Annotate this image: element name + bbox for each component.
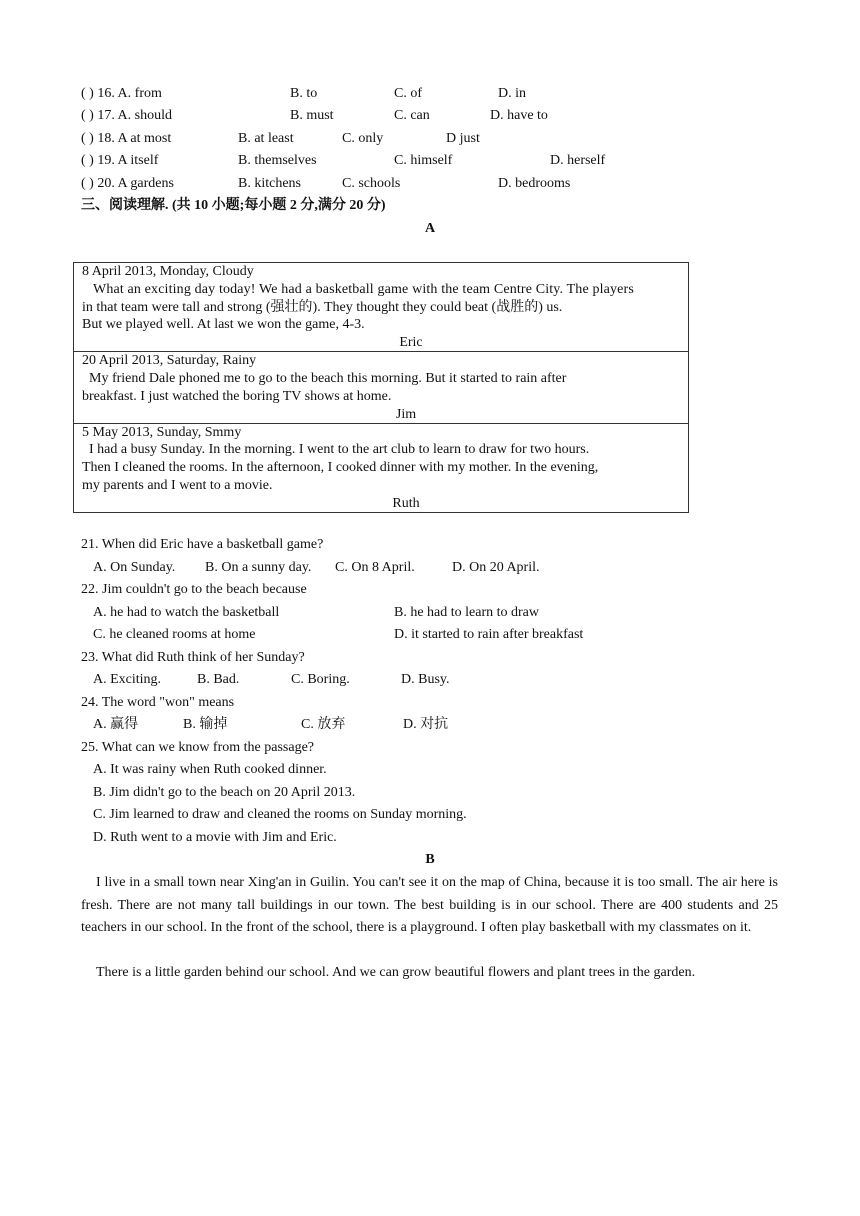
diary-entry-date: 8 April 2013, Monday, Cloudy xyxy=(82,264,254,279)
mcq-option-c: C. himself xyxy=(394,153,453,168)
diary-entry-ruth xyxy=(74,424,688,512)
question-23: 23. What did Ruth think of her Sunday? xyxy=(81,650,305,665)
q25-option-c: C. Jim learned to draw and cleaned the rooms on Sunday morning. xyxy=(93,807,467,822)
mcq-stem-a: ( ) 17. A. should xyxy=(81,108,172,123)
mcq-option-b: B. themselves xyxy=(238,153,317,168)
q21-option-a: A. On Sunday. xyxy=(93,560,176,575)
diary-entry-line: breakfast. I just watched the boring TV shows at home. xyxy=(82,388,392,404)
mcq-row-20 xyxy=(81,173,781,195)
mcq-row-17 xyxy=(81,105,781,127)
q25-option-b: B. Jim didn't go to the beach on 20 April 2013. xyxy=(93,785,356,800)
q22-option-a: A. he had to watch the basketball xyxy=(93,605,280,620)
diary-entry-line: What an exciting day today! We had a basketball game with the team Centre City. The players xyxy=(82,281,634,297)
diary-entry-jim xyxy=(74,352,688,423)
mcq-row-18 xyxy=(81,128,781,150)
question-24: 24. The word "won" means xyxy=(81,695,235,710)
passage-b-label: B xyxy=(425,852,435,867)
q21-option-b: B. On a sunny day. xyxy=(205,560,312,575)
q23-option-a: A. Exciting. xyxy=(93,672,162,687)
diary-entry-date: 5 May 2013, Sunday, Smmy xyxy=(82,424,242,440)
q21-option-d: D. On 20 April. xyxy=(452,560,540,575)
q21-option-c: C. On 8 April. xyxy=(335,560,415,575)
mcq-option-d: D just xyxy=(446,131,480,146)
diary-table xyxy=(73,262,689,513)
question-25: 25. What can we know from the passage? xyxy=(81,740,314,755)
mcq-option-c: C. of xyxy=(394,86,422,101)
mcq-stem-a: ( ) 18. A at most xyxy=(81,131,172,146)
diary-entry-signature: Jim xyxy=(395,406,417,422)
diary-entry-date: 20 April 2013, Saturday, Rainy xyxy=(82,353,257,369)
mcq-option-b: B. kitchens xyxy=(238,176,301,191)
q24-option-a: A. 赢得 xyxy=(93,717,139,732)
question-22: 22. Jim couldn't go to the beach because xyxy=(81,582,307,597)
diary-entry-line: in that team were tall and strong (强壮的). They thought they could beat (战胜的) us. xyxy=(82,299,563,315)
q25-option-d: D. Ruth went to a movie with Jim and Eric. xyxy=(93,830,337,845)
q22-option-d: D. it started to rain after breakfast xyxy=(394,627,584,642)
q23-option-d: D. Busy. xyxy=(401,672,450,687)
mcq-option-d: D. in xyxy=(498,86,526,101)
q25-option-a: A. It was rainy when Ruth cooked dinner. xyxy=(93,762,327,777)
mcq-option-b: B. to xyxy=(290,86,318,101)
q22-option-c: C. he cleaned rooms at home xyxy=(93,627,256,642)
passage-b-paragraph-2: There is a little garden behind our school. And we can grow beautiful flowers and plant trees in the garden. xyxy=(96,965,696,980)
mcq-stem-a: ( ) 20. A gardens xyxy=(81,176,174,191)
mcq-option-d: D. have to xyxy=(490,108,548,123)
mcq-option-c: C. schools xyxy=(342,176,401,191)
diary-entry-signature: Ruth xyxy=(392,495,420,511)
mcq-option-c: C. can xyxy=(394,108,430,123)
diary-entry-line: Then I cleaned the rooms. In the afternoon, I cooked dinner with my mother. In the evening, xyxy=(82,460,599,476)
mcq-option-d: D. bedrooms xyxy=(498,176,571,191)
diary-entry-line: my parents and I went to a movie. xyxy=(82,477,273,493)
mcq-option-c: C. only xyxy=(342,131,384,146)
diary-entry-eric xyxy=(74,263,688,352)
mcq-option-d: D. herself xyxy=(550,153,606,168)
q24-option-b: B. 输掉 xyxy=(183,717,228,732)
mcq-row-16 xyxy=(81,83,781,105)
mcq-option-b: B. at least xyxy=(238,131,294,146)
q22-option-b: B. he had to learn to draw xyxy=(394,605,540,620)
q24-option-c: C. 放弃 xyxy=(301,717,346,732)
mcq-row-19 xyxy=(81,150,781,172)
diary-entry-signature: Eric xyxy=(399,335,423,351)
passage-b-paragraph-1: I live in a small town near Xing'an in Guilin. You can't see it on the map of China, because it is too small. The air here is fresh. There are not many tall buildings in our town. The best building is in our school. There are 400 students and 25 teachers in our school. In the front of the school, there is a playground. I often play basketball with my classmates on it. xyxy=(81,875,778,936)
q23-option-c: C. Boring. xyxy=(291,672,350,687)
question-21: 21. When did Eric have a basketball game? xyxy=(81,537,324,552)
passage-a-label: A xyxy=(424,221,436,236)
mcq-stem-a: ( ) 16. A. from xyxy=(81,86,162,101)
q23-option-b: B. Bad. xyxy=(197,672,240,687)
diary-entry-line: My friend Dale phoned me to go to the beach this morning. But it started to rain after xyxy=(82,370,567,386)
section-3-heading: 三、阅读理解. (共 10 小题;每小题 2 分,满分 20 分) xyxy=(81,198,386,213)
mcq-option-b: B. must xyxy=(290,108,334,123)
q24-option-d: D. 对抗 xyxy=(403,717,449,732)
diary-entry-line: But we played well. At last we won the game, 4-3. xyxy=(82,317,365,333)
mcq-stem-a: ( ) 19. A itself xyxy=(81,153,159,168)
diary-entry-line: I had a busy Sunday. In the morning. I went to the art club to learn to draw for two hours. xyxy=(82,442,590,458)
